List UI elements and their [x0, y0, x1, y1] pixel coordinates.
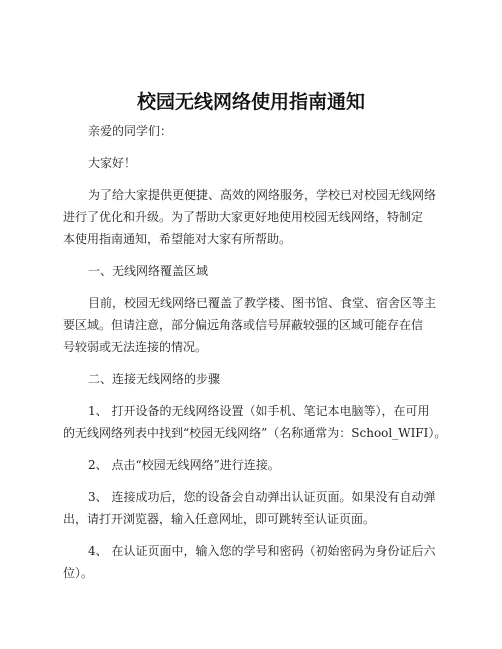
body-line: 号较弱或无法连接的情况。	[63, 340, 208, 354]
step-line: 出，请打开浏览器，输入任意网址，即可跳转至认证页面。	[63, 512, 376, 526]
intro-line: 本使用指南通知，希望能对大家有所帮助。	[63, 232, 292, 246]
step-line: 3、 连接成功后，您的设备会自动弹出认证页面。如果没有自动弹	[88, 490, 436, 504]
greeting: 大家好！	[88, 156, 137, 170]
section-heading: 一、无线网络覆盖区域	[88, 264, 209, 278]
step-line: 4、 在认证页面中，输入您的学号和密码（初始密码为身份证后六	[88, 544, 436, 558]
step-line: 2、 点击“校园无线网络”进行连接。	[88, 458, 280, 472]
section-heading: 二、连接无线网络的步骤	[88, 372, 221, 386]
body-line: 目前，校园无线网络已覆盖了教学楼、图书馆、食堂、宿舍区等主	[88, 296, 437, 310]
salutation: 亲爱的同学们：	[88, 124, 173, 138]
body-line: 要区域。但请注意，部分偏远角落或信号屏蔽较强的区域可能存在信	[63, 318, 424, 332]
step-line: 1、 打开设备的无线网络设置（如手机、笔记本电脑等），在可用	[88, 404, 430, 418]
step-line: 的无线网络列表中找到“校园无线网络”（名称通常为：School_WIFI）。	[63, 426, 447, 440]
document-title: 校园无线网络使用指南通知	[136, 91, 365, 113]
intro-line: 进行了优化和升级。为了帮助大家更好地使用校园无线网络，特制定	[63, 210, 424, 224]
intro-line: 为了给大家提供更便捷、高效的网络服务，学校已对校园无线网络	[88, 188, 437, 202]
step-line: 位）。	[63, 566, 94, 580]
